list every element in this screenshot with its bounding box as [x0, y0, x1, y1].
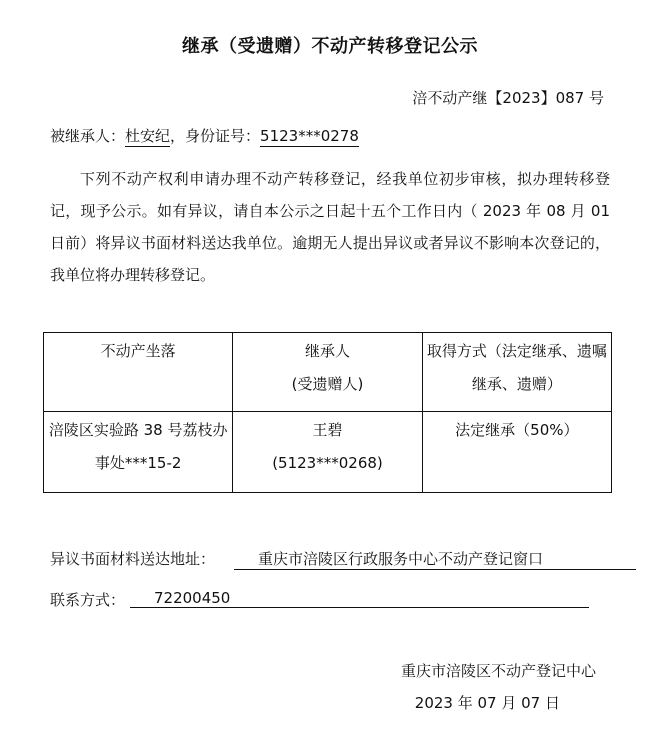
issuer-org: 重庆市涪陵区不动产登记中心 [400, 662, 596, 680]
table-header-row [44, 333, 612, 412]
contact-field [50, 589, 231, 610]
header-location: 不动产坐落 [44, 333, 233, 412]
id-number-label: ，身份证号： [170, 127, 261, 145]
decedent-line [50, 125, 359, 146]
property-table [43, 332, 612, 493]
decedent-name: 杜安纪 [125, 127, 171, 145]
cell-location: 涪陵区实验路 38 号荔枝办事处***15-2 [44, 412, 233, 493]
header-heir: 继承人 (受遗赠人) [233, 333, 422, 412]
objection-address-field [50, 548, 544, 569]
objection-address-label: 异议书面材料送达地址： [50, 550, 216, 568]
table-row [44, 412, 612, 493]
cell-heir: 王碧 (5123***0268) [233, 412, 422, 493]
notice-title: 继承（受遗赠）不动产转移登记公示 [182, 36, 478, 57]
notice-body: 下列不动产权利申请办理不动产转移登记，经我单位初步审核，拟办理转移登记，现予公示。如有异议，请自本公示之日起十五个工作日内（ 2023 年 08 月 01 日前）将异议书面材料送达我单位。逾期无人提出异议或者异议不影响本次登记的，我单位将办理转移登记。 [50, 170, 610, 284]
document-number: 涪不动产继【2023】087 号 [412, 89, 604, 107]
decedent-label: 被继承人： [50, 127, 126, 145]
cell-acquisition-method: 法定继承（50%） [422, 412, 611, 493]
contact-value: 72200450 [130, 589, 589, 608]
header-acquisition-method: 取得方式（法定继承、遗嘱继承、遗赠） [422, 333, 611, 412]
objection-address-value: 重庆市涪陵区行政服务中心不动产登记窗口 [234, 548, 636, 570]
contact-label: 联系方式： [50, 591, 126, 609]
issue-date: 2023 年 07 月 07 日 [414, 694, 560, 712]
decedent-id-number: 5123***0278 [260, 127, 359, 145]
